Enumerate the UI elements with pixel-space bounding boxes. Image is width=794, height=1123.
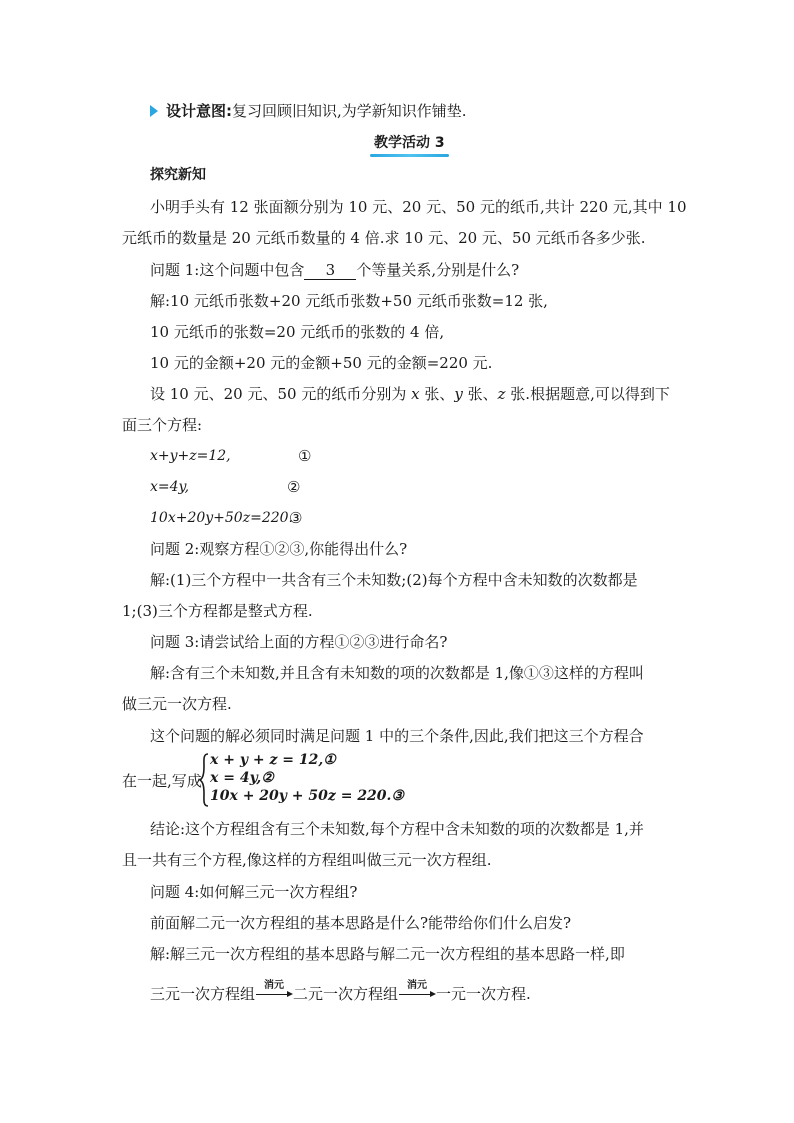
setup-text-d: 张.根据题意,可以得到下 xyxy=(505,385,670,403)
question-4: 问题 4:如何解三元一次方程组? xyxy=(150,883,358,901)
equation-1: x+y+z=12, xyxy=(150,448,231,464)
design-intent-text: 复习回顾旧知识,为学新知识作铺垫. xyxy=(232,102,467,120)
equation-1-mark: ① xyxy=(298,447,312,465)
equation-2-mark: ② xyxy=(287,478,301,496)
conclusion-line-2: 且一共有三个方程,像这样的方程组叫做三元一次方程组. xyxy=(122,851,492,869)
arrow-head-1-icon xyxy=(287,991,293,997)
var-y: y xyxy=(454,385,463,403)
question-1-after: 个等量关系,分别是什么? xyxy=(356,261,520,279)
var-x: x xyxy=(411,385,420,403)
curly-brace-icon xyxy=(198,752,210,808)
activity-title-underline xyxy=(370,154,449,157)
equation-3-mark: ③ xyxy=(289,509,303,527)
chain-step-ternary: 三元一次方程组 xyxy=(150,985,256,1003)
combine-line-1: 这个问题的解必须同时满足问题 1 中的三个条件,因此,我们把这三个方程合 xyxy=(150,727,644,745)
problem-line-1: 小明手头有 12 张面额分别为 10 元、20 元、50 元的纸币,共计 220 元,其中 10 xyxy=(150,198,687,216)
question-2-solution-1: 解:(1)三个方程中一共含有三个未知数;(2)每个方程中含未知数的次数都是 xyxy=(150,571,638,589)
question-1-solution-1: 解:10 元纸币张数+20 元纸币张数+50 元纸币张数=12 张, xyxy=(150,292,548,310)
design-intent-label: 设计意图: xyxy=(166,102,232,120)
activity-title xyxy=(370,132,449,154)
setup-line-1 xyxy=(150,384,670,404)
setup-text-a: 设 10 元、20 元、50 元的纸币分别为 xyxy=(150,385,412,403)
var-z: z xyxy=(497,385,506,403)
problem-line-2: 元纸币的数量是 20 元纸币数量的 4 倍.求 10 元、20 元、50 元纸币各多少张. xyxy=(122,229,646,247)
triangle-bullet-icon xyxy=(150,105,158,117)
equation-system xyxy=(210,752,410,808)
system-equation-1: x + y + z = 12,① xyxy=(210,752,336,768)
setup-text-b: 张、 xyxy=(419,385,455,403)
question-1-solution-2: 10 元纸币的张数=20 元纸币的张数的 4 倍, xyxy=(150,323,445,341)
question-1 xyxy=(150,260,519,280)
elimination-arrow-2 xyxy=(398,980,436,1004)
system-equation-2: x = 4y,② xyxy=(210,770,274,786)
design-intent xyxy=(150,101,467,121)
question-2: 问题 2:观察方程①②③,你能得出什么? xyxy=(150,540,408,558)
arrow-head-2-icon xyxy=(430,991,436,997)
chain-step-binary: 二元一次方程组 xyxy=(293,985,399,1003)
system-equation-3: 10x + 20y + 50z = 220.③ xyxy=(210,788,404,804)
conclusion-line-1: 结论:这个方程组含有三个未知数,每个方程中含未知数的项的次数都是 1,并 xyxy=(150,820,644,838)
question-3: 问题 3:请尝试给上面的方程①②③进行命名? xyxy=(150,633,448,651)
question-2-solution-2: 1;(3)三个方程都是整式方程. xyxy=(122,602,313,620)
equation-3: 10x+20y+50z=220. xyxy=(150,510,293,526)
section-title: 探究新知 xyxy=(150,167,206,183)
setup-text-c: 张、 xyxy=(462,385,498,403)
fill-blank-answer: 3 xyxy=(304,262,356,280)
question-1-before: 问题 1:这个问题中包含 xyxy=(150,261,305,279)
elimination-arrow-1 xyxy=(255,980,293,1004)
question-1-solution-3: 10 元的金额+20 元的金额+50 元的金额=220 元. xyxy=(150,354,493,372)
question-3-solution-1: 解:含有三个未知数,并且含有未知数的项的次数都是 1,像①③这样的方程叫 xyxy=(150,664,644,682)
chain-step-unary: 一元一次方程. xyxy=(436,985,531,1003)
arrow-shaft-2 xyxy=(399,994,431,995)
arrow-label-1: 消元 xyxy=(264,980,285,991)
question-4-prompt: 前面解二元一次方程组的基本思路是什么?能带给你们什么启发? xyxy=(150,914,572,932)
combine-line-2-prefix: 在一起,写成 xyxy=(122,772,202,790)
setup-line-2: 面三个方程: xyxy=(122,416,203,434)
question-4-solution-1: 解:解三元一次方程组的基本思路与解二元一次方程组的基本思路一样,即 xyxy=(150,945,625,963)
question-3-solution-2: 做三元一次方程. xyxy=(122,695,232,713)
activity-title-text: 教学活动 3 xyxy=(374,135,445,151)
equation-2: x=4y, xyxy=(150,479,190,495)
arrow-shaft-1 xyxy=(256,994,288,995)
arrow-label-2: 消元 xyxy=(407,980,428,991)
elimination-chain xyxy=(150,980,531,1004)
